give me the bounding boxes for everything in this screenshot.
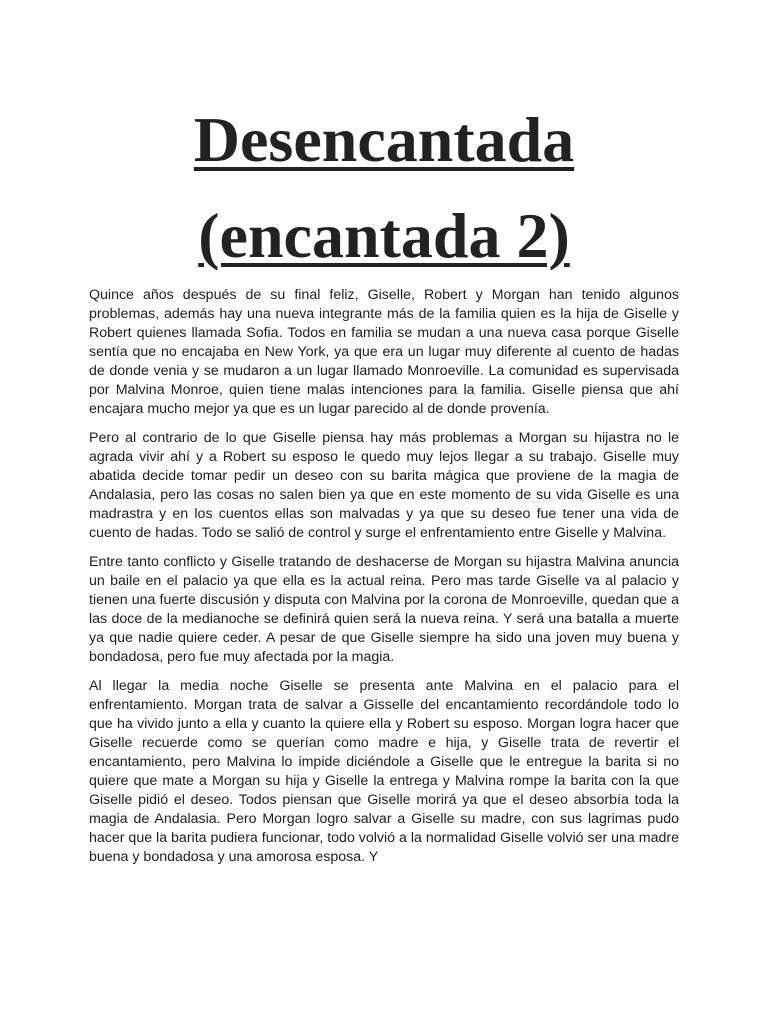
- paragraph: Al llegar la media noche Giselle se presenta ante Malvina en el palacio para el enfrentamiento. Morgan trata de salvar a Gisselle del encantamiento recordándole todo lo que ha vivido junto a ella y cuanto la quiere ella y Robert su esposo. Morgan logra hacer que Giselle recuerde como se querían como madre e hija, y Giselle trata de revertir el encantamiento, pero Malvina lo impide diciéndole a Giselle que le entregue la barita si no quiere que mate a Morgan su hija y Giselle la entrega y Malvina rompe la barita con la que Giselle pidió el deseo. Todos piensan que Giselle morirá ya que el deseo absorbía toda la magia de Andalasia. Pero Morgan logro salvar a Giselle su madre, con sus lagrimas pudo hacer que la barita pudiera funcionar, todo volvió a la normalidad Giselle volvió ser una madre buena y bondadosa y una amorosa esposa. Y: [89, 678, 679, 865]
- title-line-2-text: (encantada 2): [198, 200, 570, 271]
- paragraph: Pero al contrario de lo que Giselle piensa hay más problemas a Morgan su hijastra no le agrada vivir ahí y a Robert su esposo le quedo muy lejos llegar a su trabajo. Giselle muy abatida decide tomar pedir un deseo con su barita mágica que proviene de la magia de Andalasia, pero las cosas no salen bien ya que en este momento de su vida Giselle es una madrastra y en los cuentos ellas son malvadas y ya que su deseo fue tener una vida de cuento de hadas. Todo se salió de control y surge el enfrentamiento entre Giselle y Malvina.: [89, 430, 679, 541]
- document-body: [89, 286, 679, 877]
- paragraph: Entre tanto conflicto y Giselle tratando de deshacerse de Morgan su hijastra Malvina anuncia un baile en el palacio ya que ella es la actual reina. Pero mas tarde Giselle va al palacio y tienen una fuerte discusión y disputa con Malvina por la corona de Monroeville, quedan que a las doce de la medianoche se definirá quien será la nueva reina. Y será una batalla a muerte ya que nadie quiere ceder. A pesar de que Giselle siempre ha sido una joven muy buena y bondadosa, pero fue muy afectada por la magia.: [89, 554, 679, 665]
- title-line-1-text: Desencantada: [193, 104, 575, 175]
- document-title-line-1: [0, 104, 768, 176]
- paragraph: Quince años después de su final feliz, Giselle, Robert y Morgan han tenido algunos problemas, además hay una nueva integrante más de la familia quien es la hija de Giselle y Robert quienes llamada Sofia. Todos en familia se mudan a una nueva casa porque Giselle sentía que no encajaba en New York, ya que era un lugar muy diferente al cuento de hadas de donde venia y se mudaron a un lugar llamado Monroeville. La comunidad es supervisada por Malvina Monroe, quien tiene malas intenciones para la familia. Giselle piensa que ahí encajara mucho mejor ya que es un lugar parecido al de donde provenía.: [89, 287, 679, 417]
- document-title-line-2: [0, 200, 768, 272]
